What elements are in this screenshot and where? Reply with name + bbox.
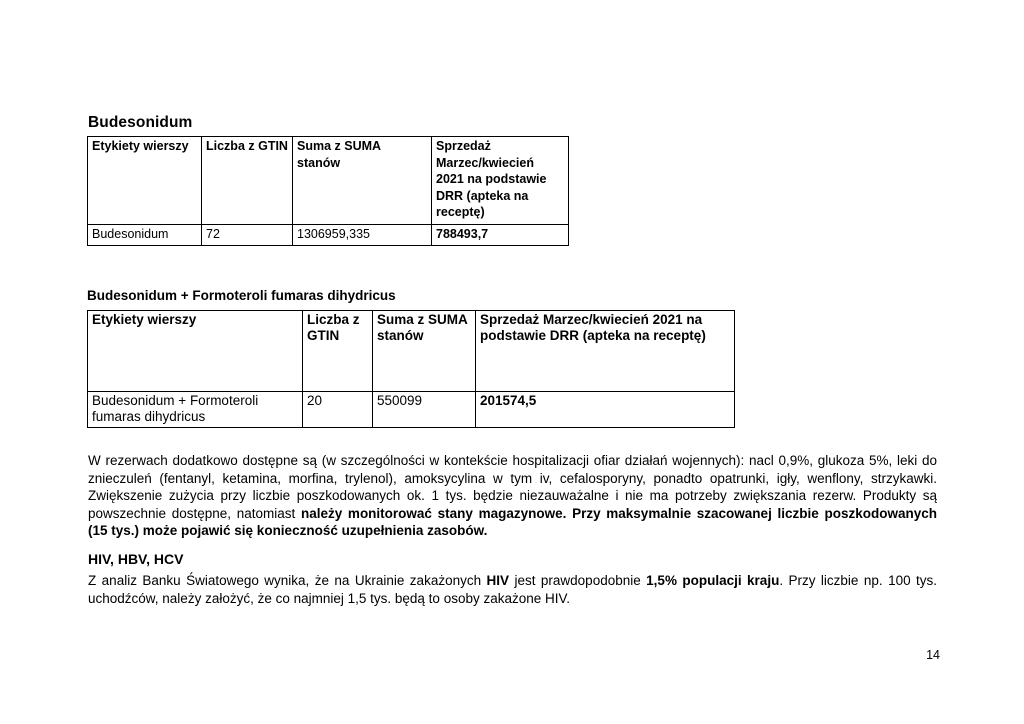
header-etykiety-wierszy: Etykiety wierszy bbox=[88, 311, 303, 392]
cell-liczba-z-gtin: 72 bbox=[202, 225, 293, 246]
hiv-bold-hiv: HIV bbox=[486, 573, 510, 588]
page-number: 14 bbox=[926, 648, 940, 662]
budesonidum-pivot-table bbox=[87, 136, 569, 246]
cell-row-label: Budesonidum + Formoteroli fumaras dihydricus bbox=[88, 392, 303, 428]
cell-sprzedaz: 201574,5 bbox=[476, 392, 735, 428]
reserves-paragraph bbox=[88, 452, 937, 540]
table-header-row bbox=[88, 137, 569, 225]
header-suma-stanow: Suma z SUMA stanów bbox=[293, 137, 432, 225]
cell-liczba-z-gtin: 20 bbox=[303, 392, 373, 428]
header-etykiety-wierszy: Etykiety wierszy bbox=[88, 137, 202, 225]
cell-row-label: Budesonidum bbox=[88, 225, 202, 246]
hiv-paragraph bbox=[88, 572, 937, 607]
reserves-text-bold: należy monitorować stany magazynowe. Przy maksymalnie szacowanej liczbie poszkodowanych (15 tys.) może pojawić się konieczność uzupełnienia zasobów. bbox=[88, 505, 937, 539]
section-title-combo: Budesonidum + Formoteroli fumaras dihydricus bbox=[87, 288, 396, 304]
table-row bbox=[88, 392, 735, 428]
table-row bbox=[88, 225, 569, 246]
cell-suma-stanow: 550099 bbox=[373, 392, 476, 428]
header-sprzedaz: Sprzedaż Marzec/kwiecień 2021 na podstawie DRR (apteka na receptę) bbox=[432, 137, 569, 225]
hiv-text-2: jest prawdopodobnie bbox=[509, 573, 647, 588]
cell-suma-stanow: 1306959,335 bbox=[293, 225, 432, 246]
hiv-text-3: . Przy liczbie np. 100 tys. uchodźców, należy założyć, że co najmniej 1,5 tys. będą to osoby zakażone HIV. bbox=[88, 573, 938, 606]
header-sprzedaz: Sprzedaż Marzec/kwiecień 2021 na podstawie DRR (apteka na receptę) bbox=[476, 311, 735, 392]
header-suma-stanow: Suma z SUMA stanów bbox=[373, 311, 476, 392]
section-title-budesonidum: Budesonidum bbox=[88, 113, 193, 131]
hiv-bold-percent: 1,5% populacji kraju bbox=[646, 573, 780, 588]
reserves-text-normal: W rezerwach dodatkowo dostępne są (w szczególności w kontekście hospitalizacji ofiar działań wojennych): nacl 0,9%, glukoza 5%, leki do znieczuleń (fentanyl, ketamina, morfina, trylenol), amoksycylina w tym iv, cefalosporyny, ponadto opatrunki, igły, wenflony, strzykawki. Zwiększenie zużycia przy liczbie poszkodowanych ok. 1 tys. będzie niezauważalne i nie ma potrzeby zwiększania rezerw. Produkty są powszechnie dostępne, natomiast bbox=[88, 453, 937, 521]
header-liczba-z-gtin: Liczba z GTIN bbox=[202, 137, 293, 225]
hiv-text-1: Z analiz Banku Światowego wynika, że na Ukrainie zakażonych bbox=[88, 573, 487, 588]
hiv-section-heading: HIV, HBV, HCV bbox=[88, 551, 184, 567]
header-liczba-z-gtin: Liczba z GTIN bbox=[303, 311, 373, 392]
cell-sprzedaz: 788493,7 bbox=[432, 225, 569, 246]
combo-pivot-table bbox=[87, 310, 735, 428]
table-header-row bbox=[88, 311, 735, 392]
